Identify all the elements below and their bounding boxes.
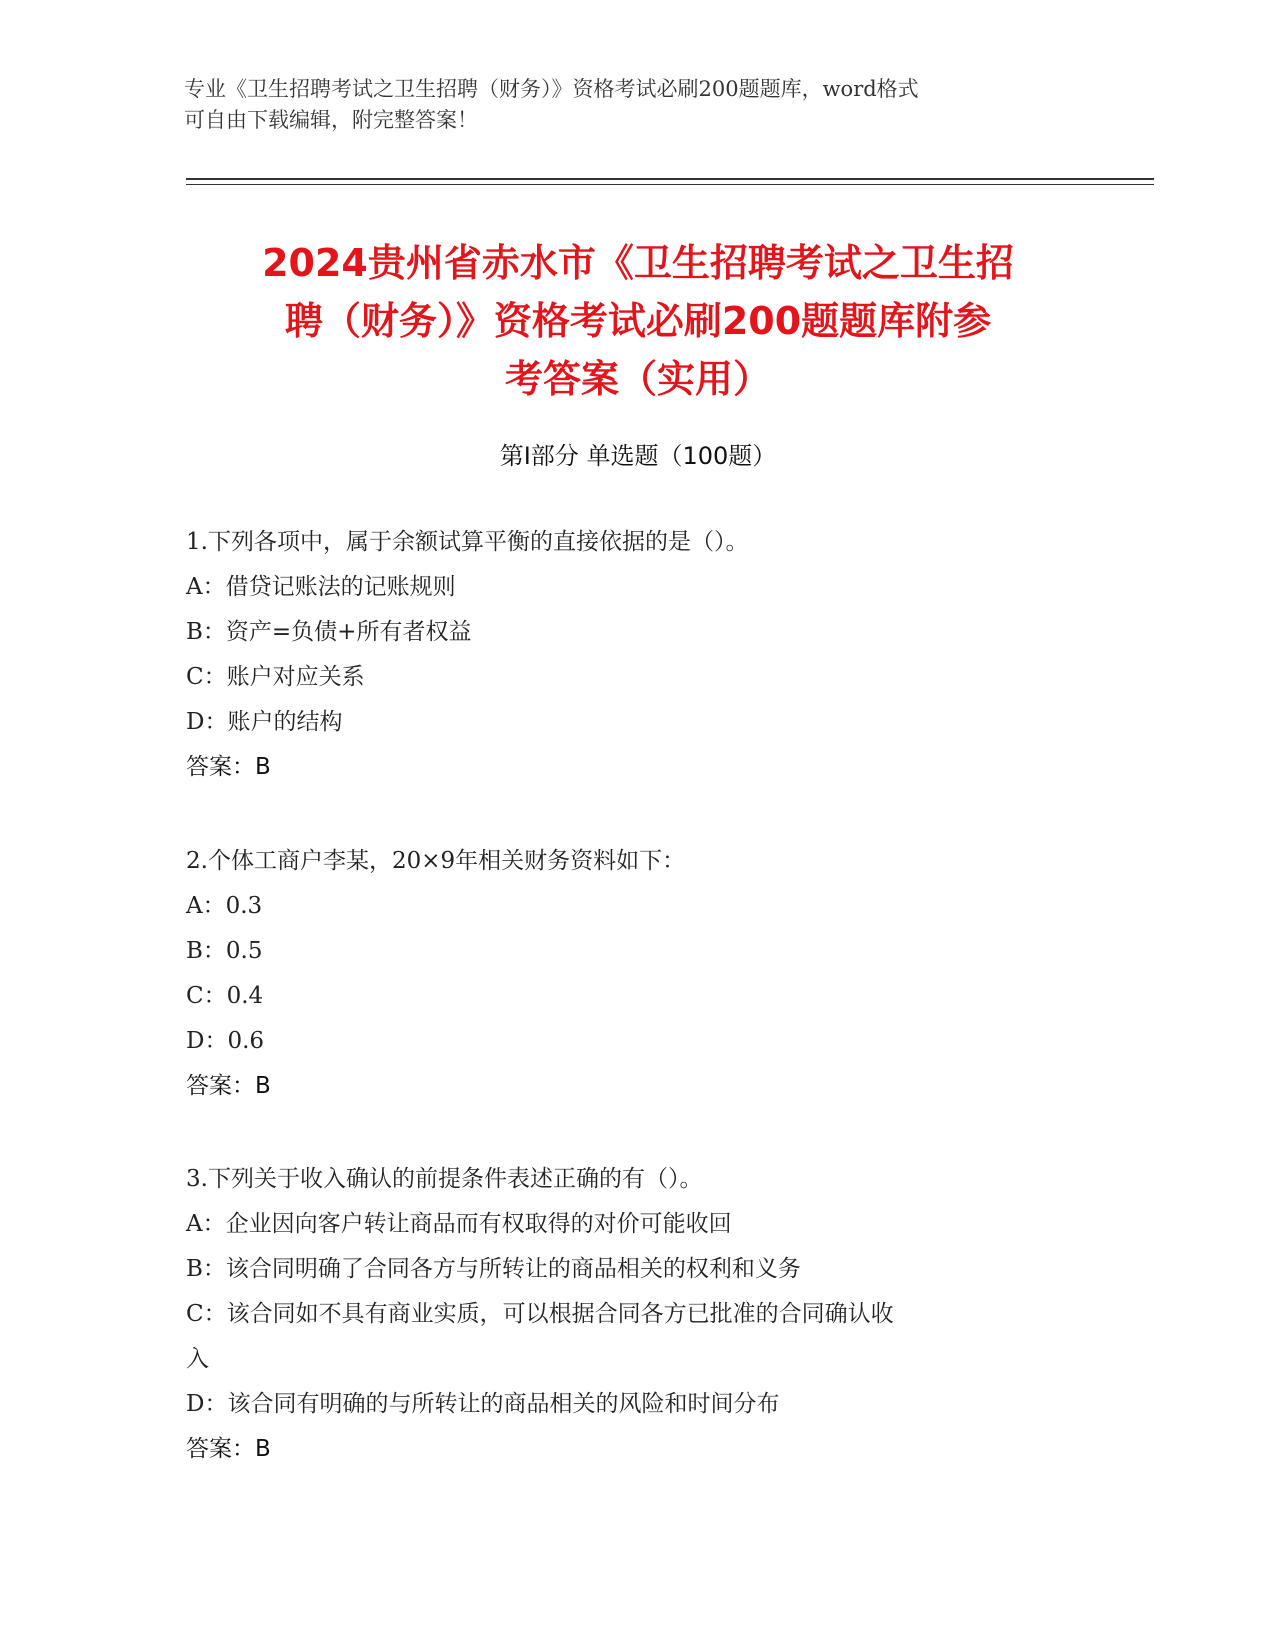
answer: 答案：B [186, 1073, 271, 1099]
option-c: C：0.4 [186, 983, 264, 1009]
option-c: C：账户对应关系 [186, 664, 365, 690]
option-a: A：企业因向客户转让商品而有权取得的对价可能收回 [186, 1211, 732, 1237]
title-line: 2024贵州省赤水市《卫生招聘考试之卫生招 [262, 241, 1014, 285]
option-b: B：该合同明确了合同各方与所转让的商品相关的权利和义务 [186, 1256, 801, 1282]
header-divider-thick [186, 178, 1154, 180]
header-note-line: 可自由下载编辑，附完整答案！ [184, 108, 478, 132]
option-d: D：该合同有明确的与所转让的商品相关的风险和时间分布 [186, 1391, 780, 1417]
question-stem: 1.下列各项中，属于余额试算平衡的直接依据的是（）。 [186, 529, 749, 555]
option-c-continuation: 入 [186, 1346, 209, 1372]
header-note-line: 专业《卫生招聘考试之卫生招聘（财务）》资格考试必刷200题题库，word格式 [184, 77, 919, 101]
header-divider-thin [186, 184, 1154, 185]
header-note [184, 74, 1064, 136]
answer: 答案：B [186, 1436, 271, 1462]
option-a: A：0.3 [186, 893, 263, 919]
answer: 答案：B [186, 754, 271, 780]
question-stem: 3.下列关于收入确认的前提条件表述正确的有（）。 [186, 1166, 703, 1192]
question-stem: 2.个体工商户李某，20×9年相关财务资料如下： [186, 848, 686, 874]
document-title [186, 234, 1090, 408]
section-heading: 第Ⅰ部分 单选题（100题） [499, 442, 777, 470]
option-c: C：该合同如不具有商业实质，可以根据合同各方已批准的合同确认收 [186, 1301, 894, 1327]
question-item [186, 1159, 1086, 1474]
option-d: D：账户的结构 [186, 709, 343, 735]
option-d: D：0.6 [186, 1028, 265, 1054]
title-line: 考答案（实用） [504, 357, 771, 401]
option-b: B：资产=负债+所有者权益 [186, 619, 472, 645]
question-item [186, 522, 1086, 792]
title-line: 聘（财务）》资格考试必刷200题题库附参 [284, 299, 992, 343]
option-a: A：借贷记账法的记账规则 [186, 574, 456, 600]
option-b: B：0.5 [186, 938, 263, 964]
question-item [186, 841, 1086, 1111]
